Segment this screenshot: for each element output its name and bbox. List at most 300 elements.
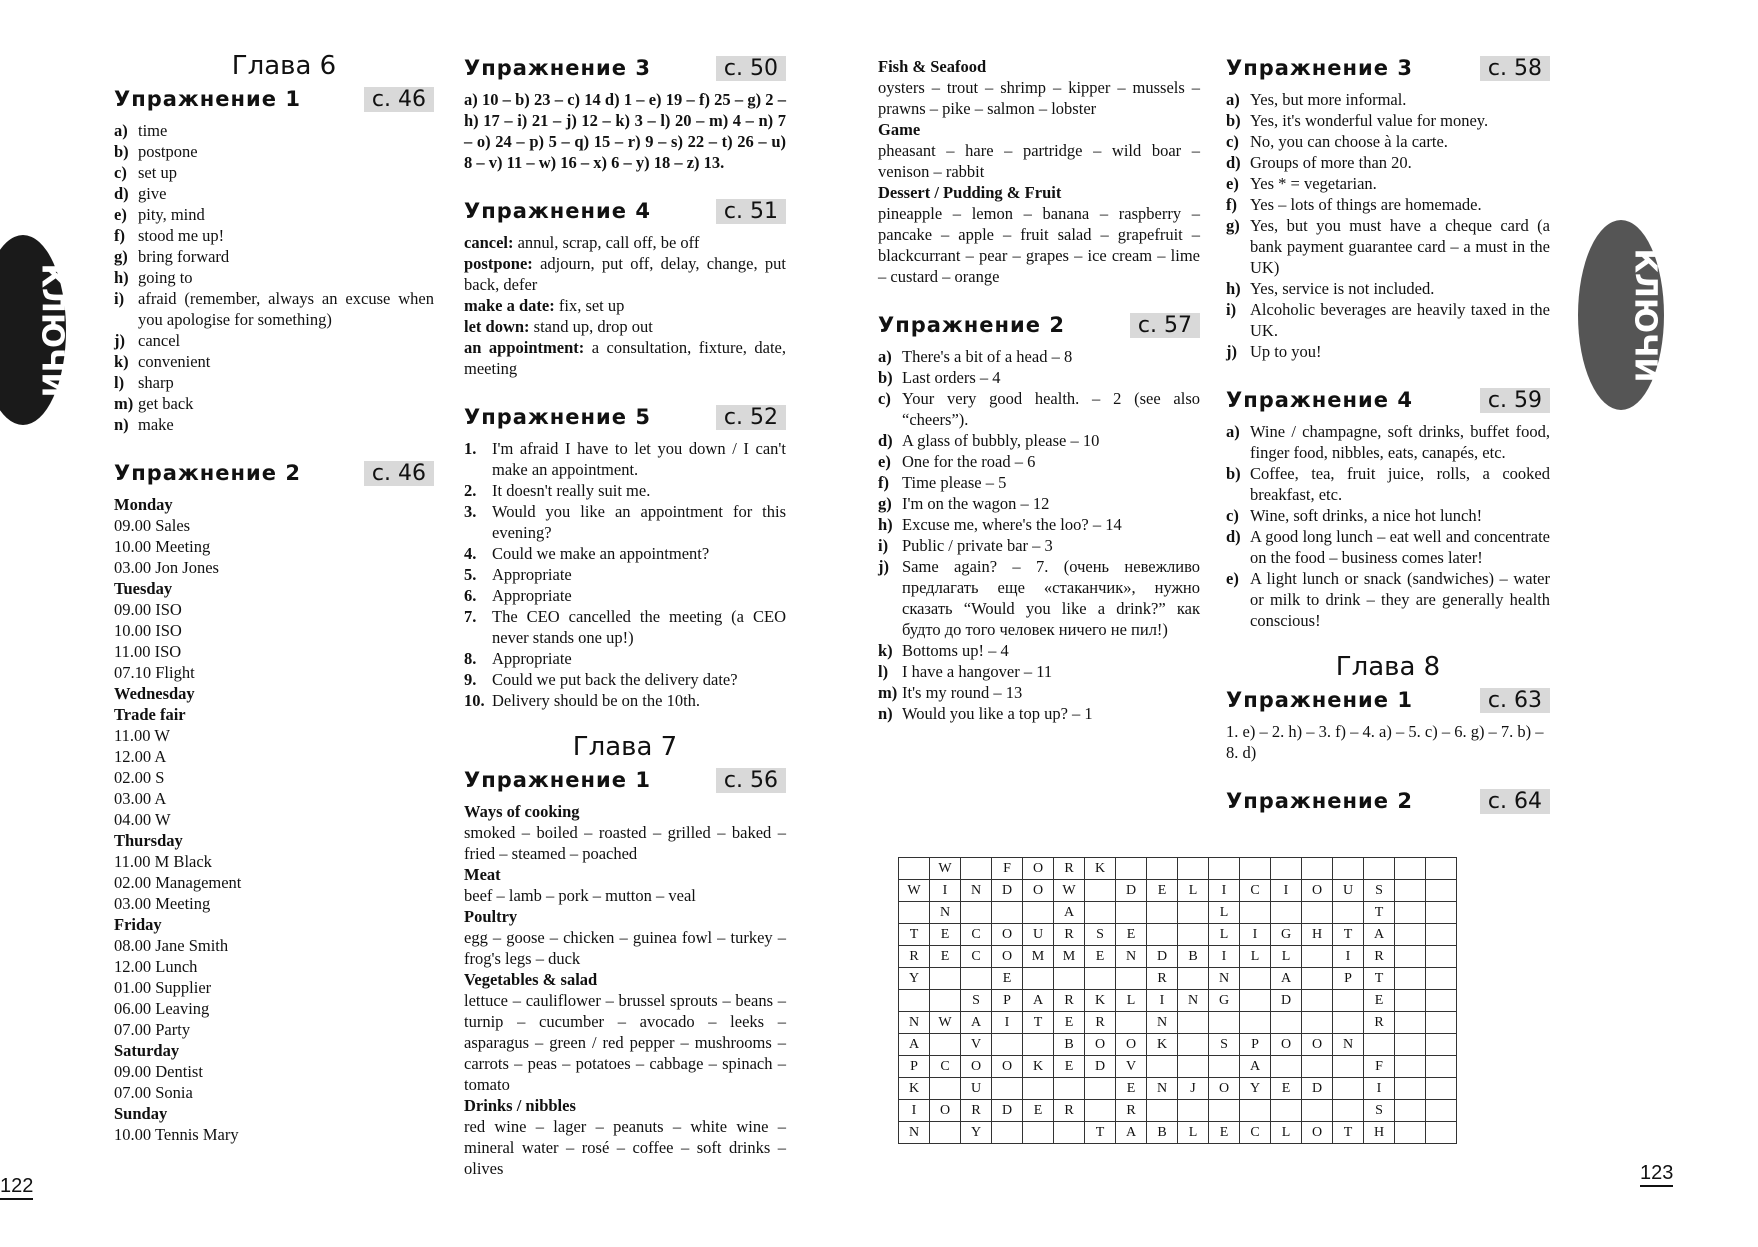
- item-key: i): [114, 289, 125, 308]
- exercise-page: с. 57: [1130, 313, 1200, 338]
- grid-cell: O: [1085, 1034, 1116, 1056]
- grid-cell: [899, 858, 930, 880]
- grid-cell: N: [1147, 1012, 1178, 1034]
- grid-row: [899, 1056, 1457, 1078]
- grid-cell: [1302, 1100, 1333, 1122]
- item-text: A light lunch or snack (sandwiches) – water or milk to drink – they are generally health conscious!: [1250, 569, 1550, 630]
- grid-cell: [899, 902, 930, 924]
- item-text: Bottoms up! – 4: [902, 641, 1009, 660]
- grid-cell: L: [1116, 990, 1147, 1012]
- grid-row: [899, 1078, 1457, 1100]
- item-text: Yes, it's wonderful value for money.: [1250, 111, 1489, 130]
- exercise-page: с. 46: [364, 461, 434, 486]
- grid-cell: [1240, 990, 1271, 1012]
- grid-cell: [1054, 1122, 1085, 1144]
- grid-cell: N: [899, 1122, 930, 1144]
- grid-cell: E: [1209, 1122, 1240, 1144]
- item-key: k): [114, 352, 129, 371]
- grid-cell: R: [1364, 946, 1395, 968]
- exercise-name: Упражнение 3: [1226, 56, 1413, 80]
- schedule-entry: 10.00 ISO: [114, 621, 182, 640]
- grid-cell: O: [1302, 1034, 1333, 1056]
- item-key: make a date:: [464, 296, 555, 315]
- item-key: f): [114, 226, 125, 245]
- group-heading: Vegetables & salad: [464, 970, 598, 989]
- grid-cell: I: [992, 1012, 1023, 1034]
- section-tab-label: КЛЮЧИ: [1627, 248, 1663, 383]
- list-item: [878, 451, 1200, 472]
- grid-cell: D: [1271, 990, 1302, 1012]
- grid-cell: [899, 990, 930, 1012]
- list-item: [464, 585, 786, 606]
- item-text: I'm afraid I have to let you down / I can't make an appointment.: [492, 439, 786, 479]
- list-item: [464, 337, 786, 379]
- group-heading: Meat: [464, 865, 501, 884]
- group-heading: Poultry: [464, 907, 518, 926]
- grid-cell: [1426, 924, 1457, 946]
- list-item: [114, 225, 434, 246]
- item-text: Alcoholic beverages are heavily taxed in the UK.: [1250, 300, 1550, 340]
- item-text: A glass of bubbly, please – 10: [902, 431, 1100, 450]
- grid-cell: [930, 1122, 961, 1144]
- item-key: j): [878, 557, 889, 576]
- group-text: egg – goose – chicken – guinea fowl – turkey – frog's legs – duck: [464, 928, 786, 968]
- schedule-entry: 10.00 Meeting: [114, 537, 211, 556]
- grid-cell: [1395, 858, 1426, 880]
- grid-cell: O: [1271, 1034, 1302, 1056]
- exercise-header: [114, 461, 434, 486]
- item-key: an appointment:: [464, 338, 585, 357]
- grid-row: [899, 1100, 1457, 1122]
- exercise-name: Упражнение 2: [878, 313, 1065, 337]
- grid-cell: [1395, 1056, 1426, 1078]
- list-item: [878, 556, 1200, 640]
- item-text: give: [138, 184, 167, 203]
- item-key: d): [114, 184, 129, 203]
- item-key: b): [878, 368, 893, 387]
- grid-cell: C: [961, 946, 992, 968]
- list-item: [114, 183, 434, 204]
- exercise-name: Упражнение 5: [464, 405, 651, 429]
- item-text: adjourn, put off, delay, change, put back, defer: [464, 254, 786, 294]
- item-text: There's a bit of a head – 8: [902, 347, 1073, 366]
- exercise-page: с. 52: [716, 405, 786, 430]
- grid-cell: W: [899, 880, 930, 902]
- grid-cell: T: [1364, 902, 1395, 924]
- list-item: [878, 703, 1200, 724]
- grid-cell: T: [1333, 1122, 1364, 1144]
- grid-cell: K: [1023, 1056, 1054, 1078]
- item-key: i): [1226, 300, 1237, 319]
- grid-cell: [1147, 924, 1178, 946]
- item-key: b): [1226, 464, 1241, 483]
- item-text: stand up, drop out: [529, 317, 653, 336]
- grid-cell: [1085, 902, 1116, 924]
- schedule-entry: 07.00 Sonia: [114, 1083, 193, 1102]
- list-item: [464, 295, 786, 316]
- list-item: [464, 232, 786, 253]
- grid-cell: [1085, 968, 1116, 990]
- list-item: [1226, 89, 1550, 110]
- grid-cell: [1426, 946, 1457, 968]
- grid-cell: [1333, 1100, 1364, 1122]
- item-text: fix, set up: [554, 296, 625, 315]
- item-text: One for the road – 6: [902, 452, 1036, 471]
- item-text: Last orders – 4: [902, 368, 1001, 387]
- grid-row: [899, 924, 1457, 946]
- grid-cell: [1240, 968, 1271, 990]
- item-text: Delivery should be on the 10th.: [492, 691, 701, 710]
- list-item: [1226, 421, 1550, 463]
- grid-cell: [1209, 1100, 1240, 1122]
- grid-cell: O: [1116, 1034, 1147, 1056]
- item-key: i): [878, 536, 889, 555]
- grid-cell: U: [961, 1078, 992, 1100]
- grid-cell: [1302, 858, 1333, 880]
- list-item: [1226, 299, 1550, 341]
- grid-cell: [1240, 858, 1271, 880]
- item-text: annul, scrap, call off, be off: [513, 233, 700, 252]
- list-item: [878, 367, 1200, 388]
- list-item: [1226, 173, 1550, 194]
- item-text: time: [138, 121, 168, 140]
- grid-cell: [992, 1122, 1023, 1144]
- item-text: Excuse me, where's the loo? – 14: [902, 515, 1122, 534]
- grid-cell: N: [961, 880, 992, 902]
- grid-cell: A: [1023, 990, 1054, 1012]
- grid-cell: [930, 1078, 961, 1100]
- grid-cell: [930, 1034, 961, 1056]
- day-heading: Sunday: [114, 1104, 168, 1123]
- grid-cell: C: [1240, 1122, 1271, 1144]
- item-text: Yes, service is not included.: [1250, 279, 1435, 298]
- list-item: [464, 648, 786, 669]
- exercise-header: [464, 768, 786, 793]
- item-text: I'm on the wagon – 12: [902, 494, 1050, 513]
- grid-cell: H: [1364, 1122, 1395, 1144]
- grid-cell: E: [1271, 1078, 1302, 1100]
- item-key: e): [114, 205, 127, 224]
- item-text: make: [138, 415, 174, 434]
- item-key: c): [1226, 506, 1239, 525]
- item-key: 4.: [464, 544, 477, 563]
- grid-cell: A: [1364, 924, 1395, 946]
- item-key: let down:: [464, 317, 530, 336]
- grid-cell: L: [1271, 946, 1302, 968]
- column-2: [464, 56, 786, 1179]
- exercise-name: Упражнение 4: [464, 199, 651, 223]
- exercise-header: [1226, 789, 1550, 814]
- item-text: sharp: [138, 373, 174, 392]
- schedule-entry: 07.00 Party: [114, 1020, 191, 1039]
- item-text: get back: [138, 394, 194, 413]
- schedule-entry: 03.00 Meeting: [114, 894, 211, 913]
- grid-cell: [1426, 880, 1457, 902]
- item-text: Groups of more than 20.: [1250, 153, 1412, 172]
- list-item: [114, 288, 434, 330]
- grid-cell: [1426, 1100, 1457, 1122]
- grid-cell: [1116, 858, 1147, 880]
- grid-cell: [1395, 902, 1426, 924]
- list-item: [878, 430, 1200, 451]
- grid-cell: [1271, 902, 1302, 924]
- item-key: 2.: [464, 481, 477, 500]
- item-text: Appropriate: [492, 649, 572, 668]
- item-key: l): [114, 373, 125, 392]
- grid-cell: [1116, 902, 1147, 924]
- grid-cell: [1333, 1056, 1364, 1078]
- grid-cell: [992, 1078, 1023, 1100]
- grid-cell: J: [1178, 1078, 1209, 1100]
- list-item: [464, 501, 786, 543]
- list-item: [114, 120, 434, 141]
- exercise-header: [1226, 688, 1550, 713]
- schedule-entry: 12.00 Lunch: [114, 957, 198, 976]
- schedule-entry: 06.00 Leaving: [114, 999, 210, 1018]
- item-key: h): [1226, 279, 1241, 298]
- grid-cell: [1054, 1078, 1085, 1100]
- item-key: h): [878, 515, 893, 534]
- grid-cell: S: [961, 990, 992, 1012]
- grid-cell: [1426, 1034, 1457, 1056]
- grid-cell: [1178, 902, 1209, 924]
- grid-cell: R: [1364, 1012, 1395, 1034]
- grid-cell: S: [1364, 1100, 1395, 1122]
- grid-cell: [1426, 858, 1457, 880]
- grid-cell: [1209, 1012, 1240, 1034]
- grid-cell: N: [1147, 1078, 1178, 1100]
- item-key: b): [114, 142, 129, 161]
- grid-cell: R: [899, 946, 930, 968]
- grid-cell: E: [1116, 924, 1147, 946]
- grid-cell: [1209, 1056, 1240, 1078]
- grid-cell: N: [930, 902, 961, 924]
- answer-list: [1226, 89, 1550, 362]
- list-item: [464, 316, 786, 337]
- grid-cell: [1178, 858, 1209, 880]
- item-key: h): [114, 268, 129, 287]
- grid-cell: D: [992, 1100, 1023, 1122]
- grid-cell: [1240, 1100, 1271, 1122]
- grid-cell: R: [1054, 1100, 1085, 1122]
- item-text: cancel: [138, 331, 181, 350]
- grid-cell: A: [899, 1034, 930, 1056]
- list-item: [464, 564, 786, 585]
- grid-cell: T: [1085, 1122, 1116, 1144]
- item-text: I have a hangover – 11: [902, 662, 1053, 681]
- grid-cell: [1333, 990, 1364, 1012]
- grid-cell: [1302, 946, 1333, 968]
- exercise-header: [464, 405, 786, 430]
- grid-cell: O: [992, 1056, 1023, 1078]
- item-text: afraid (remember, always an excuse when you apologise for something): [138, 289, 434, 329]
- grid-cell: B: [1054, 1034, 1085, 1056]
- grid-cell: O: [992, 924, 1023, 946]
- list-item: [878, 640, 1200, 661]
- grid-cell: E: [930, 924, 961, 946]
- exercise-name: Упражнение 1: [464, 768, 651, 792]
- group-text: beef – lamb – pork – mutton – veal: [464, 886, 696, 905]
- grid-cell: F: [992, 858, 1023, 880]
- grid-cell: [992, 902, 1023, 924]
- item-text: Up to you!: [1250, 342, 1322, 361]
- item-text: It doesn't really suit me.: [492, 481, 651, 500]
- list-item: [114, 414, 434, 435]
- grid-cell: I: [1209, 946, 1240, 968]
- grid-cell: A: [961, 1012, 992, 1034]
- exercise-name: Упражнение 1: [114, 87, 301, 111]
- list-item: [1226, 194, 1550, 215]
- grid-cell: O: [961, 1056, 992, 1078]
- item-text: Would you like a top up? – 1: [902, 704, 1093, 723]
- grid-cell: [1023, 968, 1054, 990]
- grid-cell: H: [1302, 924, 1333, 946]
- grid-cell: R: [1116, 1100, 1147, 1122]
- grid-cell: O: [1023, 880, 1054, 902]
- grid-cell: N: [1178, 990, 1209, 1012]
- grid-cell: [1023, 1034, 1054, 1056]
- list-item: [464, 480, 786, 501]
- item-text: set up: [138, 163, 177, 182]
- item-key: 3.: [464, 502, 477, 521]
- schedule-entry: 09.00 Sales: [114, 516, 191, 535]
- grid-cell: A: [1116, 1122, 1147, 1144]
- grid-cell: P: [992, 990, 1023, 1012]
- list-item: [878, 472, 1200, 493]
- item-key: d): [878, 431, 893, 450]
- list-item: [878, 661, 1200, 682]
- grid-cell: E: [1147, 880, 1178, 902]
- exercise-header: [1226, 388, 1550, 413]
- grid-cell: R: [1085, 1012, 1116, 1034]
- schedule-entry: 07.10 Flight: [114, 663, 195, 682]
- grid-cell: [1333, 902, 1364, 924]
- item-key: a): [114, 121, 128, 140]
- item-key: k): [878, 641, 893, 660]
- schedule-list: [114, 494, 434, 1145]
- exercise-page: с. 51: [716, 199, 786, 224]
- grid-cell: [1054, 968, 1085, 990]
- group-heading: Fish & Seafood: [878, 57, 987, 76]
- exercise-name: Упражнение 4: [1226, 388, 1413, 412]
- grid-cell: A: [1054, 902, 1085, 924]
- item-key: 5.: [464, 565, 477, 584]
- exercise-name: Упражнение 2: [114, 461, 301, 485]
- list-item: [1226, 568, 1550, 631]
- grid-cell: [1085, 1100, 1116, 1122]
- grid-cell: T: [899, 924, 930, 946]
- grid-cell: P: [899, 1056, 930, 1078]
- list-item: [1226, 341, 1550, 362]
- grid-row: [899, 858, 1457, 880]
- grid-row: [899, 1122, 1457, 1144]
- grid-cell: E: [1054, 1056, 1085, 1078]
- grid-cell: [961, 858, 992, 880]
- grid-cell: [1178, 968, 1209, 990]
- item-key: d): [1226, 527, 1241, 546]
- grid-row: [899, 968, 1457, 990]
- grid-cell: [1302, 902, 1333, 924]
- grid-cell: [1178, 1056, 1209, 1078]
- schedule-entry: 11.00 M Black: [114, 852, 212, 871]
- list-item: [114, 330, 434, 351]
- grid-cell: P: [1333, 968, 1364, 990]
- exercise-header: [1226, 56, 1550, 81]
- answer-list: [1226, 421, 1550, 631]
- list-item: [114, 141, 434, 162]
- list-item: [114, 162, 434, 183]
- exercise-name: Упражнение 1: [1226, 688, 1413, 712]
- column-1: [114, 51, 434, 1145]
- grid-cell: [1178, 1012, 1209, 1034]
- chapter-title: Глава 7: [572, 732, 678, 762]
- item-text: Could we put back the delivery date?: [492, 670, 738, 689]
- day-heading: Saturday: [114, 1041, 180, 1060]
- list-item: [878, 535, 1200, 556]
- grid-cell: [930, 990, 961, 1012]
- grid-cell: U: [1023, 924, 1054, 946]
- item-key: postpone:: [464, 254, 533, 273]
- grid-cell: S: [1364, 880, 1395, 902]
- grid-cell: [1085, 1078, 1116, 1100]
- list-item: [878, 493, 1200, 514]
- section-tab-left: [0, 235, 70, 425]
- item-key: j): [1226, 342, 1237, 361]
- grid-cell: N: [1209, 968, 1240, 990]
- item-key: 8.: [464, 649, 477, 668]
- item-text: bring forward: [138, 247, 230, 266]
- item-text: No, you can choose à la carte.: [1250, 132, 1448, 151]
- list-item: [114, 267, 434, 288]
- grid-cell: [1271, 1100, 1302, 1122]
- list-item: [878, 346, 1200, 367]
- crossword-grid: [898, 857, 1457, 1144]
- grid-cell: [1116, 968, 1147, 990]
- grid-cell: P: [1240, 1034, 1271, 1056]
- grid-cell: [1302, 1012, 1333, 1034]
- item-key: e): [1226, 569, 1239, 588]
- grid-cell: [1333, 1078, 1364, 1100]
- grid-cell: T: [1364, 968, 1395, 990]
- grid-cell: O: [992, 946, 1023, 968]
- grid-cell: [1395, 924, 1426, 946]
- exercise-page: с. 64: [1480, 789, 1550, 814]
- grid-cell: O: [1209, 1078, 1240, 1100]
- item-text: Public / private bar – 3: [902, 536, 1053, 555]
- grid-cell: [1395, 1122, 1426, 1144]
- grid-cell: I: [930, 880, 961, 902]
- grid-cell: D: [992, 880, 1023, 902]
- group-text: lettuce – cauliflower – brussel sprouts – beans – turnip – cucumber – avocado – leeks – asparagus – green / red pepper – mushrooms – carrots – peas – potatoes – cabbage – spinach – tomato: [464, 991, 786, 1094]
- page-number-right: 123: [1640, 1162, 1673, 1187]
- grid-cell: I: [1209, 880, 1240, 902]
- item-key: a): [1226, 90, 1240, 109]
- item-key: 9.: [464, 670, 477, 689]
- grid-cell: L: [1240, 946, 1271, 968]
- item-text: Yes, but you must have a cheque card (a bank payment guarantee card – a must in the UK): [1250, 216, 1550, 277]
- grid-cell: K: [1085, 858, 1116, 880]
- grid-cell: B: [1178, 946, 1209, 968]
- group-text: pineapple – lemon – banana – raspberry – pancake – apple – fruit salad – grapefruit – blackcurrant – pear – grapes – ice cream – lime – custard – orange: [878, 204, 1200, 286]
- grid-cell: E: [1023, 1100, 1054, 1122]
- page-number-left: 122: [0, 1175, 33, 1200]
- item-text: postpone: [138, 142, 198, 161]
- list-item: [1226, 215, 1550, 278]
- synonym-list: [464, 232, 786, 379]
- item-key: m): [114, 394, 134, 413]
- grid-cell: I: [1240, 924, 1271, 946]
- exercise-name: Упражнение 3: [464, 56, 651, 80]
